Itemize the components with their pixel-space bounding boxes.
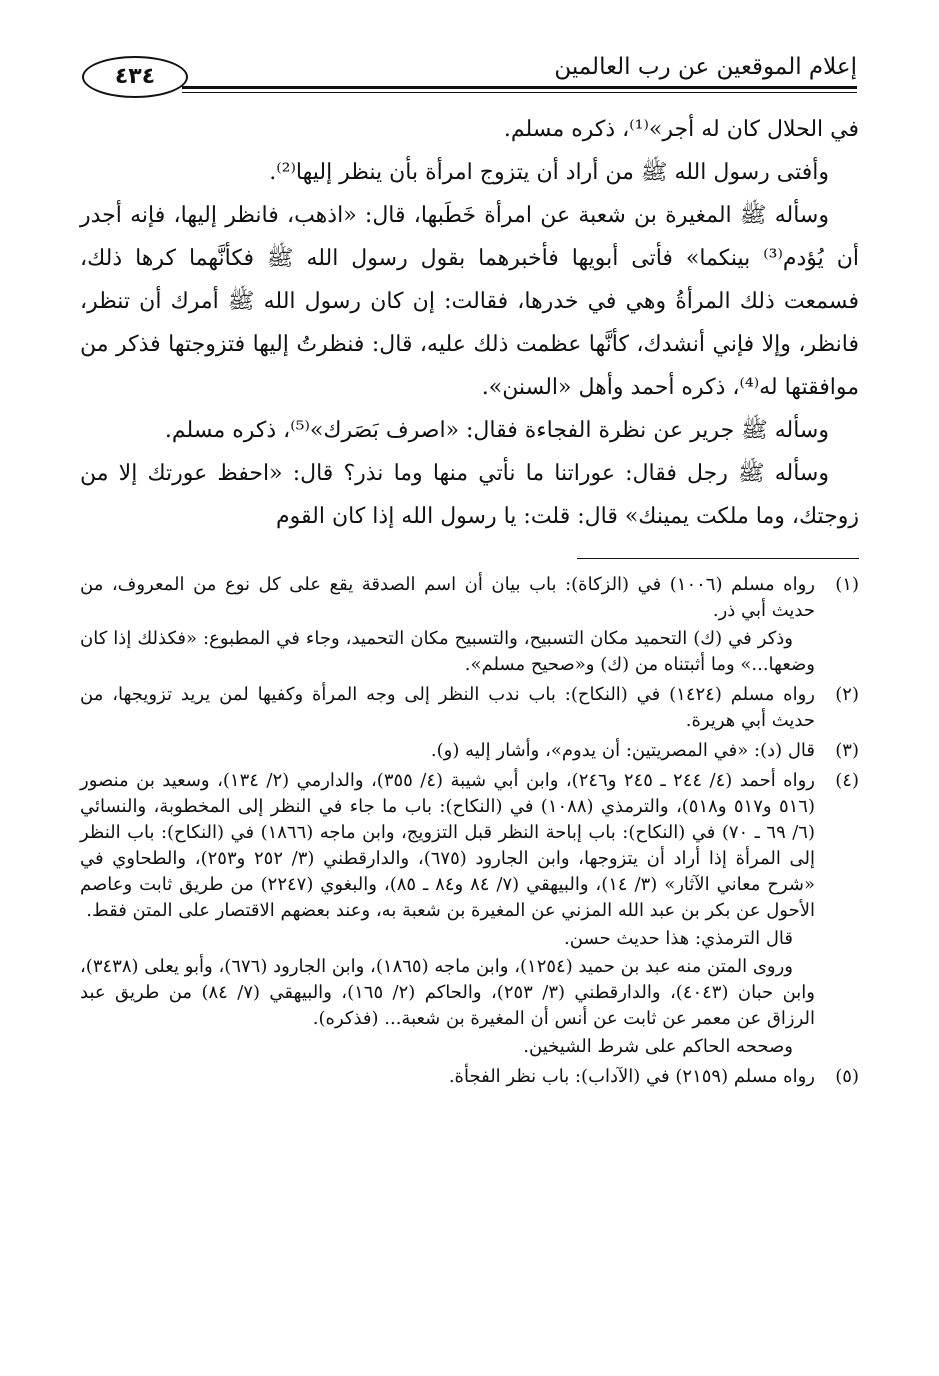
paragraph: وسأله ﷺ المغيرة بن شعبة عن امرأة خَطَبها، قال: «اذهب، فانظر إليها، فإنه أجدر أن يُؤدم⁽³⁾ بينكما» فأتى أبويها فأخبرهما بقول رسول الله ﷺ فكأنَّهما كرها ذلك، فسمعت ذلك المرأةُ وهي في خدرها، فقالت: إن كان رسول الله ﷺ أمرك أن تنظر، فانظر، وإلا فإني أنشدك، كأنَّها عظمت ذلك عليه، قال: فنظرتُ إليها فتزوجتها فذكر من موافقتها له⁽⁴⁾، ذكره أحمد وأهل «السنن». bbox=[80, 203, 860, 400]
footnote-body bbox=[80, 1064, 815, 1092]
footnote-text: رواه مسلم (٢١٥٩) في (الآداب): باب نظر الفجأة. bbox=[448, 1066, 815, 1087]
page-number: ٤٣٤ bbox=[82, 56, 188, 98]
footnote-number: (٣) bbox=[835, 740, 859, 761]
footnote-note: وصححه الحاكم على شرط الشيخين. bbox=[523, 1036, 793, 1057]
footnote-note: قال الترمذي: هذا حديث حسن. bbox=[564, 928, 793, 949]
footnote-note: وروى المتن منه عبد بن حميد (١٢٥٤)، وابن ماجه (١٨٦٥)، وابن الجارود (٦٧٦)، وأبو يعلى (٣٤٣٨)، وابن حبان (٤٠٤٣)، والدارقطني (٣/ ٢٥٣)، والحاكم (٢/ ١٦٥)، والبيهقي (٧/ ٨٤) من طريق عبد الرزاق عن معمر عن ثابت عن أنس أن المغيرة بن شعبة... (فذكره). bbox=[80, 956, 815, 1029]
header-rule bbox=[182, 86, 857, 89]
footnote-5 bbox=[80, 1064, 859, 1092]
footnote-body bbox=[80, 768, 815, 1062]
page-header bbox=[82, 52, 857, 92]
footnotes bbox=[80, 572, 859, 1094]
footnote-body bbox=[80, 572, 815, 680]
footnote-text: رواه مسلم (١٠٠٦) في (الزكاة): باب بيان أن اسم الصدقة يقع على كل نوع من المعروف، من حديث أبي ذر. bbox=[80, 574, 815, 621]
footnote-number: (٥) bbox=[835, 1066, 859, 1087]
footnote-body bbox=[80, 682, 815, 736]
footnote-divider bbox=[577, 558, 859, 559]
footnote-text: رواه مسلم (١٤٢٤) في (النكاح): باب ندب النظر إلى وجه المرأة وكفيها لمن يريد تزويجها، من حديث أبي هريرة. bbox=[80, 684, 815, 731]
footnote-number: (٢) bbox=[835, 684, 859, 705]
footnote-text: رواه أحمد (٤/ ٢٤٤ ـ ٢٤٥ و٢٤٦)، وابن أبي شيبة (٤/ ٣٥٥)، والدارمي (٢/ ١٣٤)، وسعيد بن منصور (٥١٦ و٥١٧ و٥١٨)، والترمذي (١٠٨٨) في (النكاح): باب ما جاء في النظر إلى المخطوبة، والنسائي (٦/ ٦٩ ـ ٧٠) في (النكاح): باب إباحة النظر قبل التزويج، وابن ماجه (١٨٦٦) في (النكاح): باب النظر إلى المرأة إذا أراد أن يتزوجها، وابن الجارود (٦٧٥)، والدارقطني (٣/ ٢٥٢ و٢٥٣)، والطحاوي في «شرح معاني الآثار» (٣/ ١٤)، والبيهقي (٧/ ٨٤ و٨٤ ـ ٨٥)، والبغوي (٢٢٤٧) من طريق ثابت وعاصم الأحول عن بكر بن عبد الله المزني عن المغيرة بن شعبة به، وعند بعضهم الاقتصار على المتن فقط. bbox=[80, 770, 816, 921]
paragraph: وسأله ﷺ رجل فقال: عوراتنا ما نأتي منها وما نذر؟ قال: «احفظ عورتك إلا من زوجتك، وما ملكت يمينك» قال: قلت: يا رسول الله إذا كان القوم bbox=[80, 461, 859, 529]
main-text bbox=[80, 108, 859, 538]
paragraph: وأفتى رسول الله ﷺ من أراد أن يتزوج امرأة بأن ينظر إليها⁽²⁾. bbox=[269, 160, 829, 185]
running-title: إعلام الموقعين عن رب العالمين bbox=[554, 54, 857, 80]
footnote-number: (٤) bbox=[835, 770, 859, 791]
footnote-1 bbox=[80, 572, 859, 680]
footnote-number: (١) bbox=[835, 574, 859, 595]
footnote-note: وذكر في (ك) التحميد مكان التسبيح، والتسبيح مكان التحميد، وجاء في المطبوع: «فكذلك إذا كان وضعها...» وما أثبتناه من (ك) و«صحيح مسلم». bbox=[80, 628, 815, 675]
footnote-body bbox=[80, 738, 815, 766]
footnote-2 bbox=[80, 682, 859, 736]
footnote-3 bbox=[80, 738, 859, 766]
footnote-text: قال (د): «في المصريتين: أن يدوم»، وأشار إليه (و). bbox=[430, 740, 815, 761]
header-rule-thin bbox=[182, 92, 857, 93]
footnote-4 bbox=[80, 768, 859, 1062]
paragraph: وسأله ﷺ جرير عن نظرة الفجاءة فقال: «اصرف بَصَرك»⁽⁵⁾، ذكره مسلم. bbox=[164, 418, 829, 443]
paragraph: في الحلال كان له أجر»⁽¹⁾، ذكره مسلم. bbox=[503, 117, 859, 142]
